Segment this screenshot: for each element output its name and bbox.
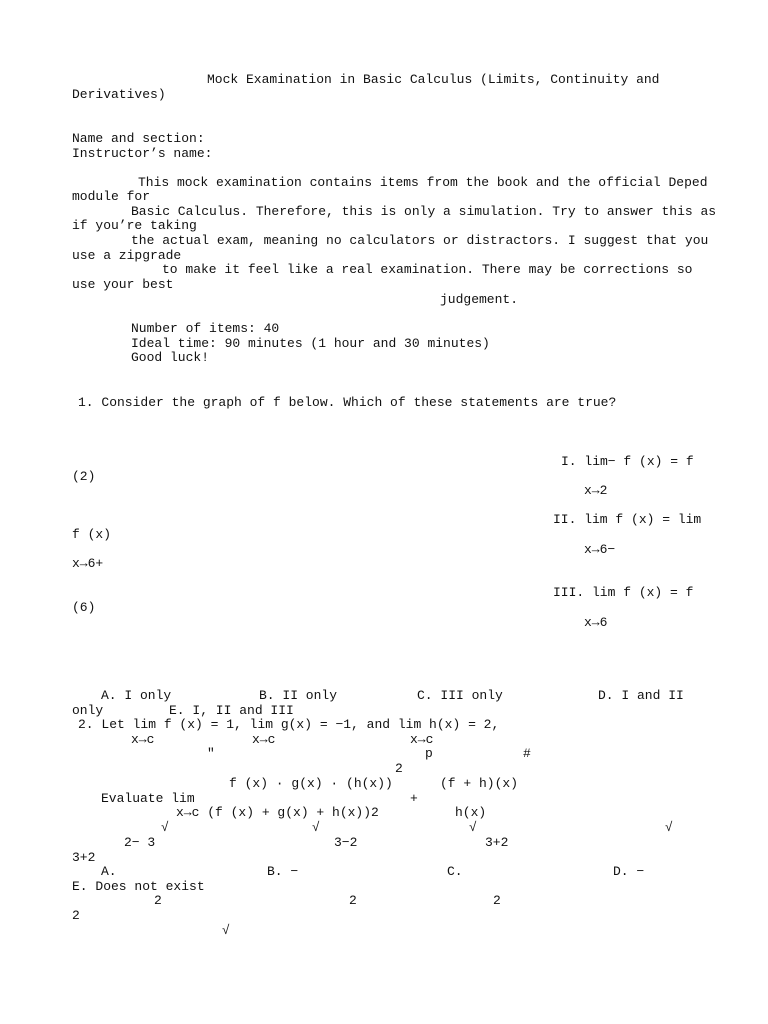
q2-numerator-1: f (x) · g(x) · (h(x)) xyxy=(229,776,393,791)
q2-denominator-two: 2 xyxy=(349,893,357,908)
q2-denominator-2: h(x) xyxy=(455,805,487,820)
q1-choice-c: C. III only xyxy=(417,688,503,703)
q2-answer-b-numerator: 3−2 xyxy=(334,835,358,850)
q2-subscript: x→c xyxy=(410,732,434,747)
intro-line: This mock examination contains items from the book and the official Deped xyxy=(138,175,708,190)
exam-title: Mock Examination in Basic Calculus (Limits, Continuity and xyxy=(207,72,660,87)
q1-statement-3-wrap: (6) xyxy=(72,600,96,615)
q1-choice-b: B. II only xyxy=(259,688,338,703)
q2-choice-a: A. xyxy=(101,864,117,879)
q1-choice-e: E. I, II and III xyxy=(169,703,294,718)
q1-statement-2: II. lim f (x) = lim xyxy=(553,512,702,527)
q1-statement-1: I. lim− f (x) = f xyxy=(561,454,694,469)
good-luck: Good luck! xyxy=(131,350,210,365)
q1-choice-d: D. I and II xyxy=(598,688,684,703)
q1-statement-2-subscript-2: x→6+ xyxy=(72,556,104,571)
q2-choice-e: E. Does not exist xyxy=(72,879,205,894)
q2-exponent: 2 xyxy=(395,761,403,776)
intro-line: if you’re taking xyxy=(72,218,197,233)
q2-answer-a-numerator: 2− 3 xyxy=(124,835,156,850)
q2-denominator-two: 2 xyxy=(154,893,162,908)
intro-line: judgement. xyxy=(440,292,519,307)
q2-subscript: x→c xyxy=(252,732,276,747)
q1-statement-3-subscript: x→6 xyxy=(584,615,608,630)
intro-line: the actual exam, meaning no calculators or distractors. I suggest that you xyxy=(131,233,709,248)
q2-denominator-two: 2 xyxy=(72,908,80,923)
intro-line: to make it feel like a real examination. There may be corrections so xyxy=(162,262,693,277)
q2-subscript: x→c xyxy=(131,732,155,747)
q2-evaluate: Evaluate lim xyxy=(101,791,195,806)
q2-choice-b: B. − xyxy=(267,864,299,879)
q2-choice-c: C. xyxy=(447,864,463,879)
name-section-label: Name and section: xyxy=(72,131,205,146)
q2-sqrt-symbol: √ xyxy=(469,820,477,835)
intro-line: Basic Calculus. Therefore, this is only a simulation. Try to answer this as xyxy=(131,204,717,219)
intro-line: module for xyxy=(72,189,151,204)
q1-statement-3: III. lim f (x) = f xyxy=(553,585,694,600)
q1-statement-1-wrap: (2) xyxy=(72,469,96,484)
q2-answer-c-numerator: 3+2 xyxy=(485,835,509,850)
q2-answer-d-numerator: 3+2 xyxy=(72,850,96,865)
number-of-items: Number of items: 40 xyxy=(131,321,280,336)
q1-choice-d-wrap: only xyxy=(72,703,104,718)
ideal-time: Ideal time: 90 minutes (1 hour and 30 minutes) xyxy=(131,336,490,351)
intro-line: use a zipgrade xyxy=(72,248,182,263)
q2-plus: + xyxy=(410,791,418,806)
q2-sqrt-symbol: √ xyxy=(665,820,673,835)
q2-sqrt-symbol: √ xyxy=(312,820,320,835)
q2-sqrt-symbol: √ xyxy=(222,923,230,938)
intro-line: use your best xyxy=(72,277,174,292)
q2-denominator-1: x→c (f (x) + g(x) + h(x))2 xyxy=(176,805,379,820)
q2-numerator-2: (f + h)(x) xyxy=(440,776,519,791)
q2-hash-symbol: # xyxy=(523,746,531,761)
exam-title-continued: Derivatives) xyxy=(72,87,166,102)
question-2-prompt: 2. Let lim f (x) = 1, lim g(x) = −1, and lim h(x) = 2, xyxy=(78,717,500,732)
instructor-label: Instructor’s name: xyxy=(72,146,213,161)
q1-statement-2-wrap: f (x) xyxy=(72,527,112,542)
q1-statement-2-subscript: x→6− xyxy=(584,542,616,557)
q1-statement-1-subscript: x→2 xyxy=(584,483,608,498)
q2-sqrt-symbol: √ xyxy=(161,820,169,835)
q2-p-symbol: p xyxy=(425,746,433,761)
q2-denominator-two: 2 xyxy=(493,893,501,908)
q1-choice-a: A. I only xyxy=(101,688,172,703)
question-1-prompt: 1. Consider the graph of f below. Which of these statements are true? xyxy=(78,395,617,410)
q2-quote-symbol: " xyxy=(207,746,215,761)
q2-choice-d: D. − xyxy=(613,864,645,879)
